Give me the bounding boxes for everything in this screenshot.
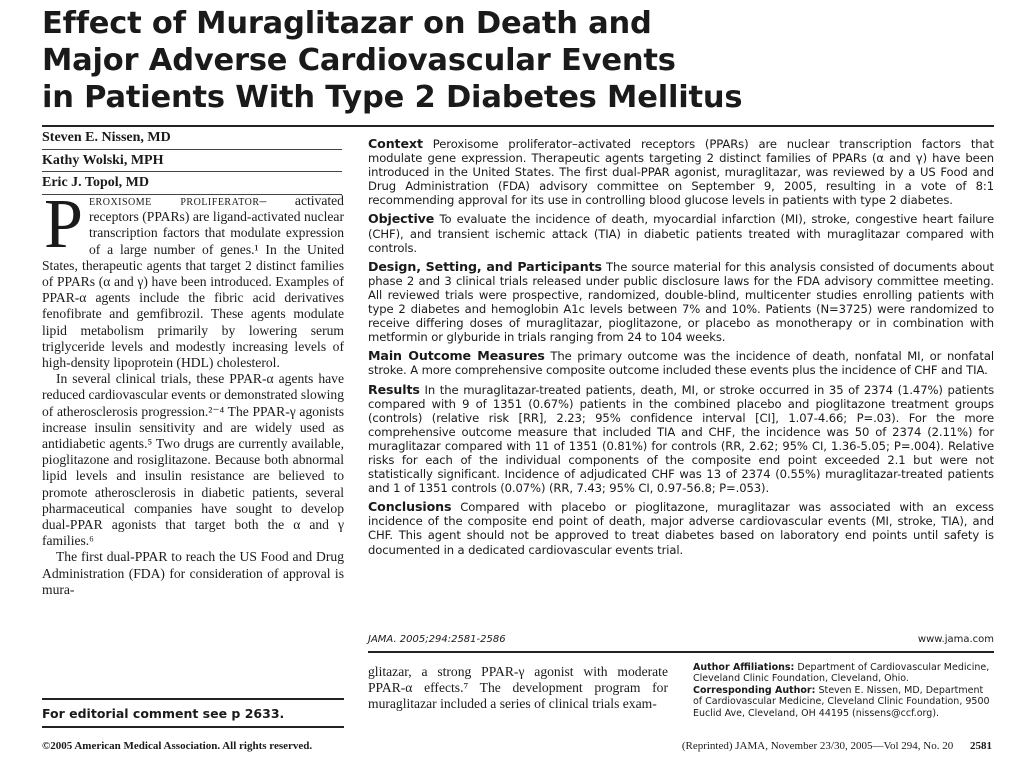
abstract-outcome (368, 349, 994, 377)
abstract-rule (368, 651, 994, 653)
body-paragraph: activated receptors (PPARs) are ligand-activated nuclear transcription factors that modulate expression of a large number of genes.¹ In the United States, therapeutic agents that target 2 distinct families of PPARs (α and γ) have been introduced. Examples of PPAR-α agents include the fibric acid derivatives fenofibrate and gemfibrozil. These agents modulate lipid metabolism primarily by lowering serum triglyceride levels and modestly increasing levels of high-density lipoprotein (HDL) cholesterol. (42, 193, 344, 371)
editorial-rule-bottom (42, 726, 344, 728)
body-continuation: glitazar, a strong PPAR-γ agonist with moderate PPAR-α effects.⁷ The development program for muraglitazar included a series of clinical trials exam- (368, 664, 668, 712)
section-text: The source material for this analysis consisted of documents about phase 2 and 3 clinical trials released under public disclosure laws for the FDA advisory committee meeting. All reviewed trials were prospective, randomized, double-blind, multicenter studies enrolling patients with type 2 diabetes and hemoglobin A1c levels between 7% and 10%. Patients (N=3725) were randomized to receive differing doses of muraglitazar, pioglitazone, or placebo as monotherapy or in combination with metformin or glyburide in trials ranging from 24 to 104 weeks. (368, 259, 994, 345)
abstract-design (368, 260, 994, 345)
title-line: in Patients With Type 2 Diabetes Mellitus (42, 80, 743, 115)
section-heading: Results (368, 381, 420, 397)
abstract-context (368, 137, 994, 207)
body-column (42, 186, 344, 598)
affil-text: Department of Cardiovascular Medicine, Cleveland Clinic Foundation, Cleveland, Ohio. (693, 662, 990, 685)
drop-cap: P (44, 186, 83, 263)
corr-text: Steven E. Nissen, MD, Department of Cardiovascular Medicine, Cleveland Clinic Foundation, 9500 Euclid Ave, Cleveland, OH 44195 (nissens@ccf.org). (693, 684, 990, 719)
corr-heading: Corresponding Author: (693, 684, 816, 696)
abstract-objective (368, 212, 994, 254)
copyright-notice: ©2005 American Medical Association. All rights reserved. (42, 740, 313, 752)
abstract (368, 137, 994, 562)
section-text: The primary outcome was the incidence of death, nonfatal MI, or nonfatal stroke. A more comprehensive composite outcome included these events plus the incidence of CHF and TIA. (368, 349, 994, 378)
abstract-results (368, 383, 994, 496)
title-line: Effect of Muraglitazar on Death and (42, 6, 652, 41)
section-heading: Context (368, 136, 423, 151)
section-heading: Objective (368, 211, 435, 227)
section-heading: Design, Setting, and Participants (368, 258, 602, 274)
section-text: Compared with placebo or pioglitazone, muraglitazar was associated with an excess incidence of the composite end point of death, major adverse cardiovascular events (MI, stroke, TIA), and CHF. This agent should not be approved to treat diabetes based on laboratory end points until safety is documented in a dedicated cardiovascular events trial. (368, 500, 994, 557)
body-paragraph: The first dual-PPAR to reach the US Food and Drug Administration (FDA) for consideration of approval is mura- (42, 549, 344, 597)
abstract-conclusions (368, 500, 994, 556)
author: Steven E. Nissen, MD (42, 127, 342, 150)
lead-in: eroxisome proliferator– (88, 193, 267, 208)
page-number: 2581 (970, 740, 992, 752)
running-footer (682, 740, 992, 752)
journal-website: www.jama.com (917, 634, 994, 645)
author-affiliations (693, 662, 995, 719)
title-line: Major Adverse Cardiovascular Events (42, 43, 676, 78)
section-heading: Main Outcome Measures (368, 348, 545, 364)
author: Eric J. Topol, MD (42, 172, 342, 195)
citation-line (368, 634, 994, 645)
article-title (42, 5, 1002, 116)
section-heading: Conclusions (368, 499, 452, 515)
editorial-note: For editorial comment see p 2633. (42, 706, 285, 721)
affil-heading: Author Affiliations: (693, 662, 795, 673)
author: Kathy Wolski, MPH (42, 150, 342, 173)
reprint-info: (Reprinted) JAMA, November 23/30, 2005—Vol 294, No. 20 (681, 740, 954, 752)
editorial-rule-top (42, 698, 344, 700)
journal-citation: JAMA. 2005;294:2581-2586 (368, 634, 506, 645)
author-list (42, 127, 342, 195)
section-text: Peroxisome proliferator–activated receptors (PPARs) are nuclear transcription factors that modulate gene expression. Therapeutic agents targeting 2 distinct families of PPARs (α and γ) have been introduced in the United States. The first dual-PPAR agonist, muraglitazar, was reviewed by a US Food and Drug Administration (FDA) advisory committee on September 9, 2005, resulting in a vote of 8:1 recommending approval for its use in controlling blood glucose levels in patients with type 2 diabetes. (368, 137, 994, 208)
section-text: In the muraglitazar-treated patients, death, MI, or stroke occurred in 35 of 2374 (1.47%) patients compared with 9 of 1351 (0.67%) patients in the combined placebo and pioglitazone treatment groups (controls) (relative risk [RR], 2.23; 95% confidence interval [CI], 1.07-4.66; P=.03). For the more comprehensive outcome measure that included TIA and CHF, the incidence was 50 of 2374 (2.11%) for muraglitazar compared with 11 of 1351 (0.81%) for controls (RR, 2.62; 95% CI, 1.36-5.05; P=.004). Relative risks for each of the individual components of the composite end point exceeded 2.1 but were not statistically significant. Incidence of adjudicated CHF was 13 of 2374 (0.55%) muraglitazar-treated patients and 1 of 1351 controls (0.07%) (RR, 7.43; 95% CI, 0.97-56.8; P=.053). (368, 382, 995, 496)
section-text: To evaluate the incidence of death, myocardial infarction (MI), stroke, congestive heart failure (CHF), and transient ischemic attack (TIA) in diabetic patients treated with muraglitazar compared with controls. (368, 212, 994, 255)
body-paragraph: In several clinical trials, these PPAR-α agents have reduced cardiovascular events or demonstrated slowing of atherosclerosis progression.²⁻⁴ The PPAR-γ agonists increase insulin sensitivity and are widely used as antidiabetic agents.⁵ Two drugs are currently available, pioglitazone and rosiglitazone. Because both abnormal lipid levels and insulin resistance are believed to promote atherosclerosis in diabetic patients, several pharmaceutical companies have sought to develop dual-PPAR agonists that target both the α and γ families.⁶ (42, 371, 344, 549)
